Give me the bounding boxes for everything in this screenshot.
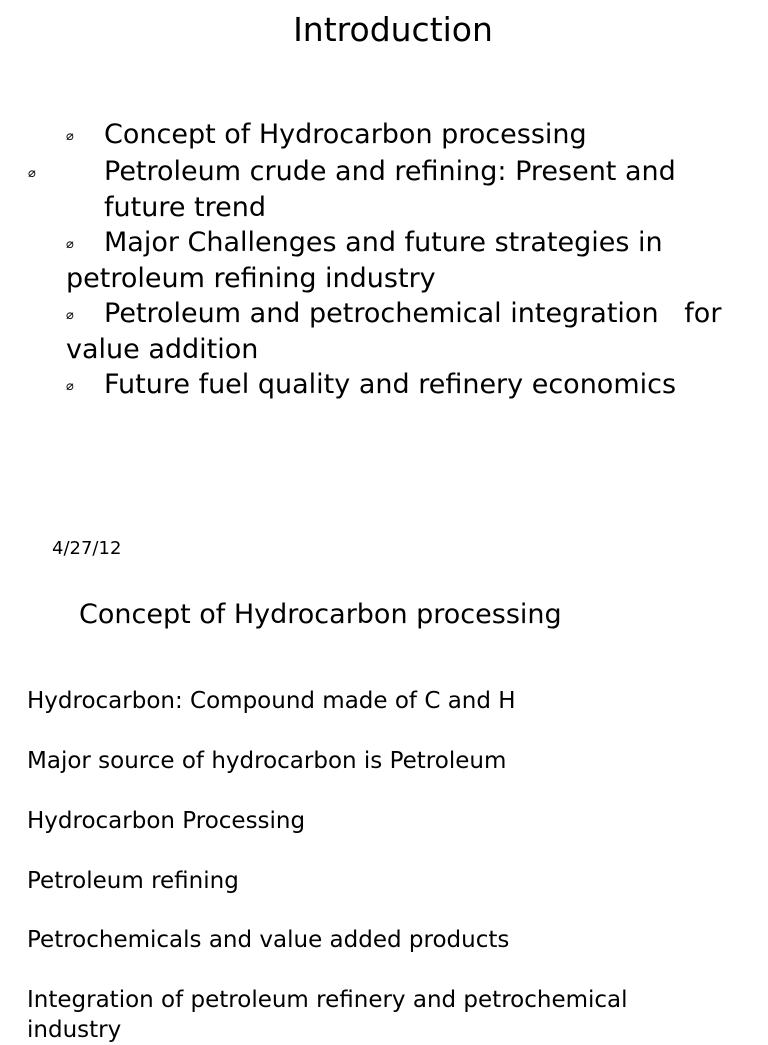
bullet-icon: ⌀ xyxy=(66,307,74,323)
bullet-text: Concept of Hydrocarbon processing xyxy=(104,119,587,150)
list-item xyxy=(66,368,726,405)
bullet-text: Petroleum and petrochemical integration for value addition xyxy=(66,297,731,365)
bullet-list xyxy=(28,118,731,404)
bullet-text: Petroleum crude and refining: Present and future trend xyxy=(104,155,676,223)
bullet-icon: ⌀ xyxy=(66,129,74,144)
list-item xyxy=(28,155,726,226)
list-item xyxy=(66,297,731,368)
list-item: Hydrocarbon: Compound made of C and H xyxy=(27,688,516,714)
list-item xyxy=(66,226,726,297)
bullet-icon: ⌀ xyxy=(66,236,74,252)
slide-date: 4/27/12 xyxy=(52,538,122,559)
bullet-icon: ⌀ xyxy=(66,378,74,394)
bullet-text: Future fuel quality and refinery economics xyxy=(104,368,677,400)
list-item: Integration of petroleum refinery and petrochemical industry xyxy=(27,987,628,1043)
bullet-icon: ⌀ xyxy=(28,165,36,181)
list-item: Hydrocarbon Processing xyxy=(27,808,306,834)
slide-title: Introduction xyxy=(293,10,493,49)
list-item: Petrochemicals and value added products xyxy=(27,927,510,953)
list-item xyxy=(66,118,726,155)
bullet-text: Major Challenges and future strategies in petroleum refining industry xyxy=(66,226,663,294)
list-item: Petroleum refining xyxy=(27,868,239,894)
list-item: Major source of hydrocarbon is Petroleum xyxy=(27,748,507,774)
slide-title: Concept of Hydrocarbon processing xyxy=(79,599,562,630)
